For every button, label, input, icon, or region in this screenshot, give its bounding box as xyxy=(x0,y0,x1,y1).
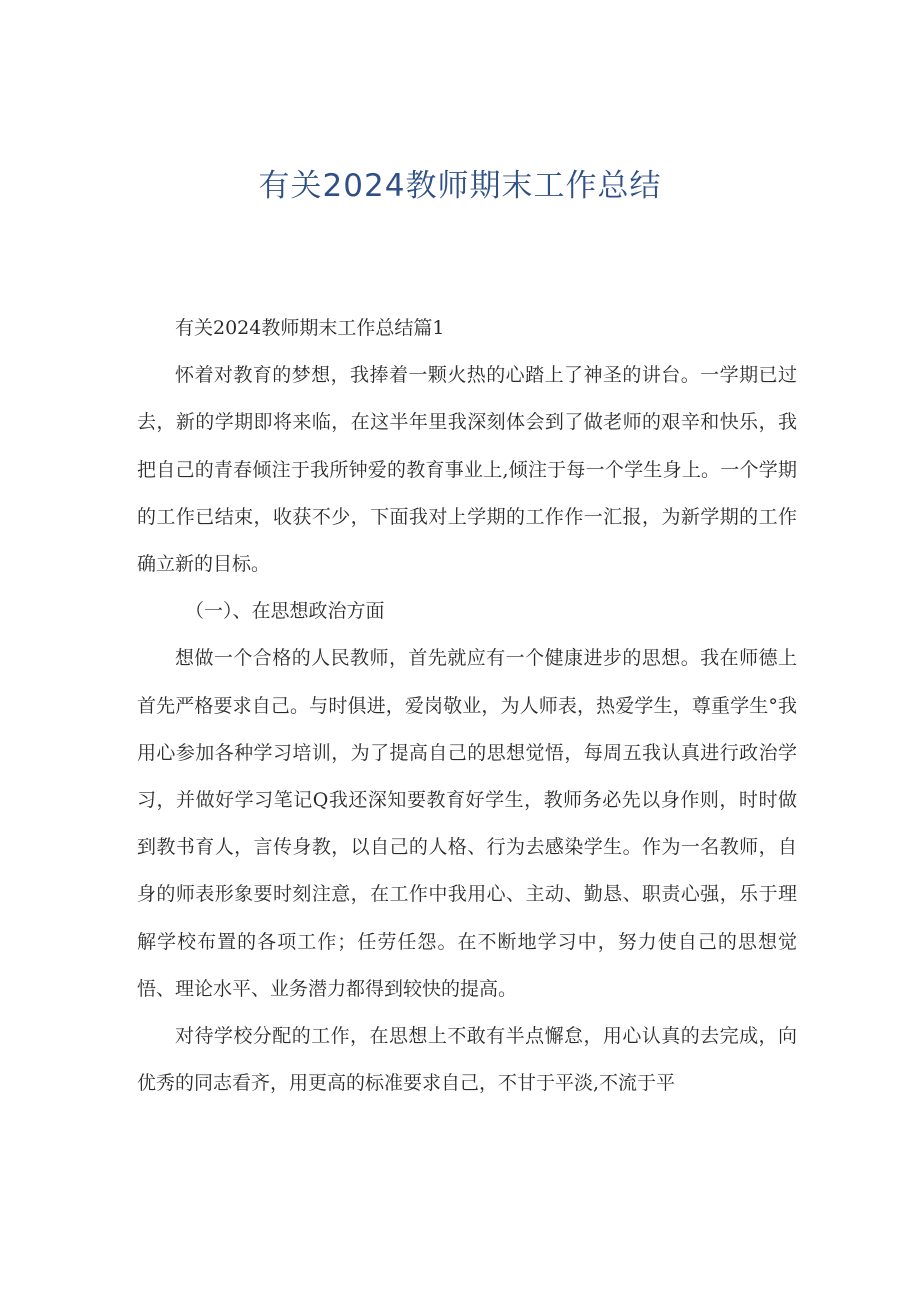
document-body xyxy=(137,305,797,1107)
subsection-heading: （一）、在思想政治方面 xyxy=(185,600,385,623)
document-title: 有关2024教师期末工作总结 xyxy=(258,168,662,204)
paragraph-ideology: 想做一个合格的人民教师，首先就应有一个健康进步的思想。我在师德上首先严格要求自己。与时俱进，爱岗敬业，为人师表，热爱学生，尊重学生°我用心参加各种学习培训，为了提高自己的思想觉悟，每周五我认真进行政治学习，并做好学习笔记Q我还深知要教育好学生，教师务必先以身作则，时时做到教书育人，言传身教，以自己的人格、行为去感染学生。作为一名教师，自身的师表形象要时刻注意，在工作中我用心、主动、勤恳、职责心强，乐于理解学校布置的各项工作；任劳任怨。在不断地学习中，努力使自己的思想觉悟、理论水平、业务潜力都得到较快的提高。 xyxy=(137,647,797,1000)
section-heading: 有关2024教师期末工作总结篇1 xyxy=(175,317,445,339)
paragraph-work-attitude: 对待学校分配的工作，在思想上不敢有半点懈怠，用心认真的去完成，向优秀的同志看齐，用更高的标准要求自己，不甘于平淡,不流于平 xyxy=(137,1025,797,1095)
paragraph-intro: 怀着对教育的梦想，我捧着一颗火热的心踏上了神圣的讲台。一学期已过去，新的学期即将来临，在这半年里我深刻体会到了做老师的艰辛和快乐，我把自己的青春倾注于我所钟爱的教育事业上,倾注于每一个学生身上。一个学期的工作已结束，收获不少，下面我对上学期的工作作一汇报，为新学期的工作确立新的目标。 xyxy=(137,364,797,576)
